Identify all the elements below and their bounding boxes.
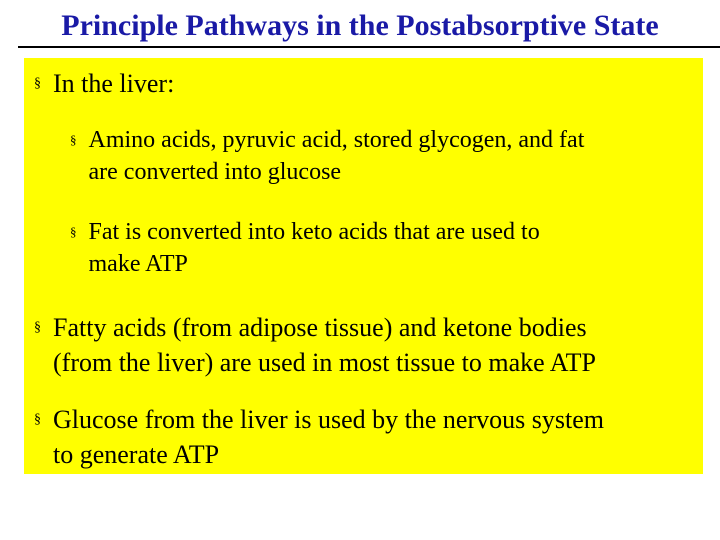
bullet-marker-icon: § [34,320,41,335]
slide-title: Principle Pathways in the Postabsorptive State [61,9,659,42]
bullet-marker-icon: § [34,412,41,427]
bullet-text: In the liver: [53,69,175,98]
sub-bullet-keto-acids [70,216,695,280]
sub-bullet-glucose-sources [70,124,695,188]
title-underline [18,46,720,48]
bullet-fatty-acids [34,310,704,380]
bullet-marker-icon: § [70,132,77,147]
bullet-marker-icon: § [70,224,77,239]
bullet-text: Glucose from the liver is used by the nervous system to generate ATP [53,405,604,469]
bullet-text: Fat is converted into keto acids that are used to make ATP [88,219,540,277]
bullet-in-the-liver [34,66,694,101]
bullet-text: Fatty acids (from adipose tissue) and ketone bodies (from the liver) are used in most tissue to make ATP [53,313,597,377]
bullet-glucose-nervous-system [34,402,704,472]
bullet-text: Amino acids, pyruvic acid, stored glycogen, and fat are converted into glucose [88,127,585,185]
bullet-marker-icon: § [34,76,41,91]
